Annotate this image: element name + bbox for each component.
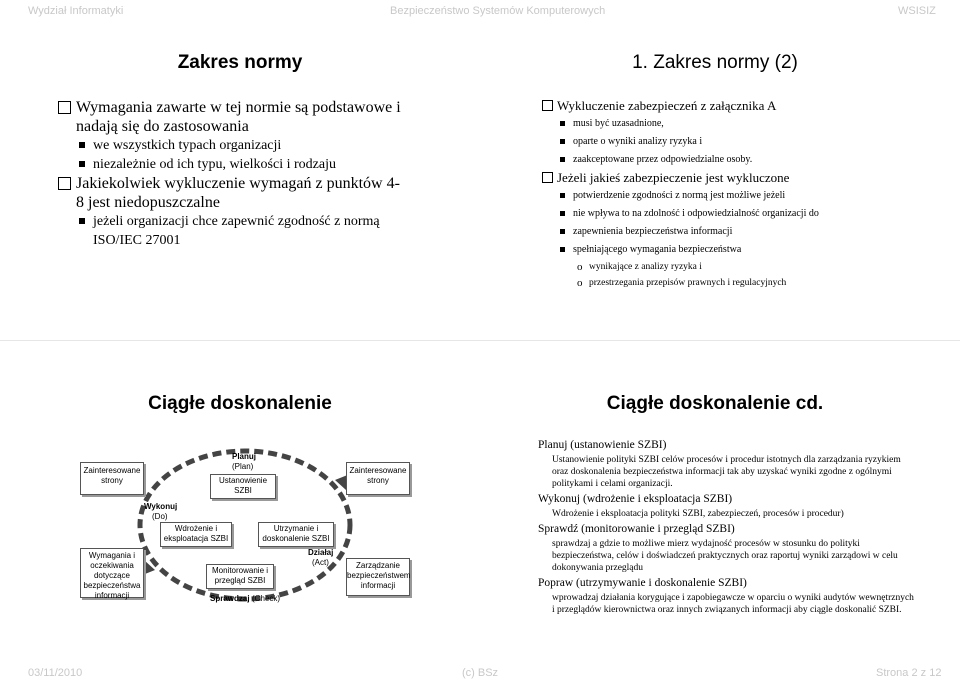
slide-divider — [0, 340, 960, 341]
slide2-item: zapewnienia bezpieczeństwa informacji — [541, 223, 931, 241]
slide1-item: Jakiekolwiek wykluczenie wymagań z punktów 4-8 jest niedopuszczalne — [57, 174, 402, 212]
slide2-item: o przestrzegania przepisów prawnych i regulacyjnych — [541, 275, 931, 291]
footer-page: Strona 2 z 12 — [876, 667, 942, 679]
header-center: Bezpieczeństwo Systemów Komputerowych — [390, 5, 606, 17]
section-body: Ustanowienie polityki SZBI celów procesów i procedur istotnych dla zarządzania ryzykiem oraz doskonalenia bezpieczeństwa informacji tak aby uzyskać wyniki zgodne z ogólnymi politykami i celami organizacji. — [552, 455, 901, 489]
do-sub: (Do) — [152, 512, 168, 521]
slide2-item: spełniającego wymagania bezpieczeństwa — [541, 241, 931, 259]
slide1-item: we wszystkich typach organizacji — [57, 136, 402, 155]
interested-parties-right: Zainteresowane strony — [346, 462, 410, 495]
slide1-item: niezależnie od ich typu, wielkości i rodzaju — [57, 155, 402, 174]
requirements-box: Wymagania i oczekiwania dotyczące bezpieczeństwa informacji — [80, 548, 144, 598]
check-sub: (Check) — [252, 594, 281, 603]
section-body: Wdrożenie i eksploatacja polityki SZBI, zabezpieczeń, procesów i procedur) — [552, 509, 844, 519]
section-heading: Planuj (ustanowienie SZBI) — [538, 439, 667, 451]
slide2-item: zaakceptowane przez odpowiedzialne osoby. — [541, 151, 931, 169]
act-label: Działaj — [308, 548, 334, 557]
slide1-bullet-list — [57, 98, 402, 250]
section-heading: Popraw (utrzymywanie i doskonalenie SZBI) — [538, 577, 747, 589]
header-right: WSISIZ — [898, 5, 936, 17]
header-left: Wydział Informatyki — [28, 5, 124, 17]
section-heading: Wykonuj (wdrożenie i eksploatacja SZBI) — [538, 493, 733, 505]
slide2-item: nie wpływa to na zdolność i odpowiedzialność organizacji do — [541, 205, 931, 223]
act-sub: (Act) — [312, 558, 329, 567]
slide4-content — [538, 436, 918, 616]
slide1-item: jeżeli organizacji chce zapewnić zgodność z normą ISO/IEC 27001 — [57, 212, 402, 250]
do-label: Wykonuj — [144, 502, 178, 511]
slide3-title: Ciągłe doskonalenie — [148, 393, 332, 414]
do-box: Wdrożenie i eksploatacja SZBI — [160, 522, 232, 547]
slide4-title: Ciągłe doskonalenie cd. — [606, 393, 824, 414]
act-box: Utrzymanie i doskonalenie SZBI — [258, 522, 334, 547]
check-box: Monitorowanie i przegląd SZBI — [206, 564, 274, 589]
pdca-diagram — [80, 440, 410, 610]
section-heading: Sprawdź (monitorowanie i przegląd SZBI) — [538, 523, 735, 535]
footer-author: (c) BSz — [462, 667, 499, 679]
interested-parties-left: Zainteresowane strony — [80, 462, 144, 495]
footer-date: 03/11/2010 — [28, 667, 83, 679]
slide2-bullet-list — [541, 97, 931, 291]
managed-security-box: Zarządzanie bezpieczeństwem informacji — [346, 558, 410, 596]
slide2-title: 1. Zakres normy (2) — [632, 52, 798, 73]
section-body: sprawdzaj a gdzie to możliwe mierz wydajność procesów w stosunku do polityki bezpieczeństwa, celów i doświadczeń praktycznych oraz raportuj wyniki zarządowi w celu dokonywania przeglądu — [552, 539, 898, 573]
slide2-item: o wynikające z analizy ryzyka i — [541, 259, 931, 275]
plan-box: Ustanowienie SZBI — [210, 474, 276, 499]
slide2-item: Jeżeli jakieś zabezpieczenie jest wykluczone — [541, 169, 931, 187]
slide1-item: Wymagania zawarte w tej normie są podstawowe i nadają się do zastosowania — [57, 98, 402, 136]
plan-sub: (Plan) — [232, 462, 254, 471]
slide2-item: oparte o wyniki analizy ryzyka i — [541, 133, 931, 151]
slide2-item: musi być uzasadnione, — [541, 115, 931, 133]
check-label: Sprawdzaj — [210, 594, 250, 603]
slide2-item: Wykluczenie zabezpieczeń z załącznika A — [541, 97, 931, 115]
section-body: wprowadzaj działania korygujące i zapobiegawcze w oparciu o wyniki audytów wewnętrznych i przeglądów kierownictwa oraz innych związanych informacji aby ciągle doskonalić SZBI. — [552, 593, 914, 615]
slide1-title: Zakres normy — [177, 52, 303, 73]
slide2-item: potwierdzenie zgodności z normą jest możliwe jeżeli — [541, 187, 931, 205]
plan-label: Planuj — [232, 452, 257, 461]
